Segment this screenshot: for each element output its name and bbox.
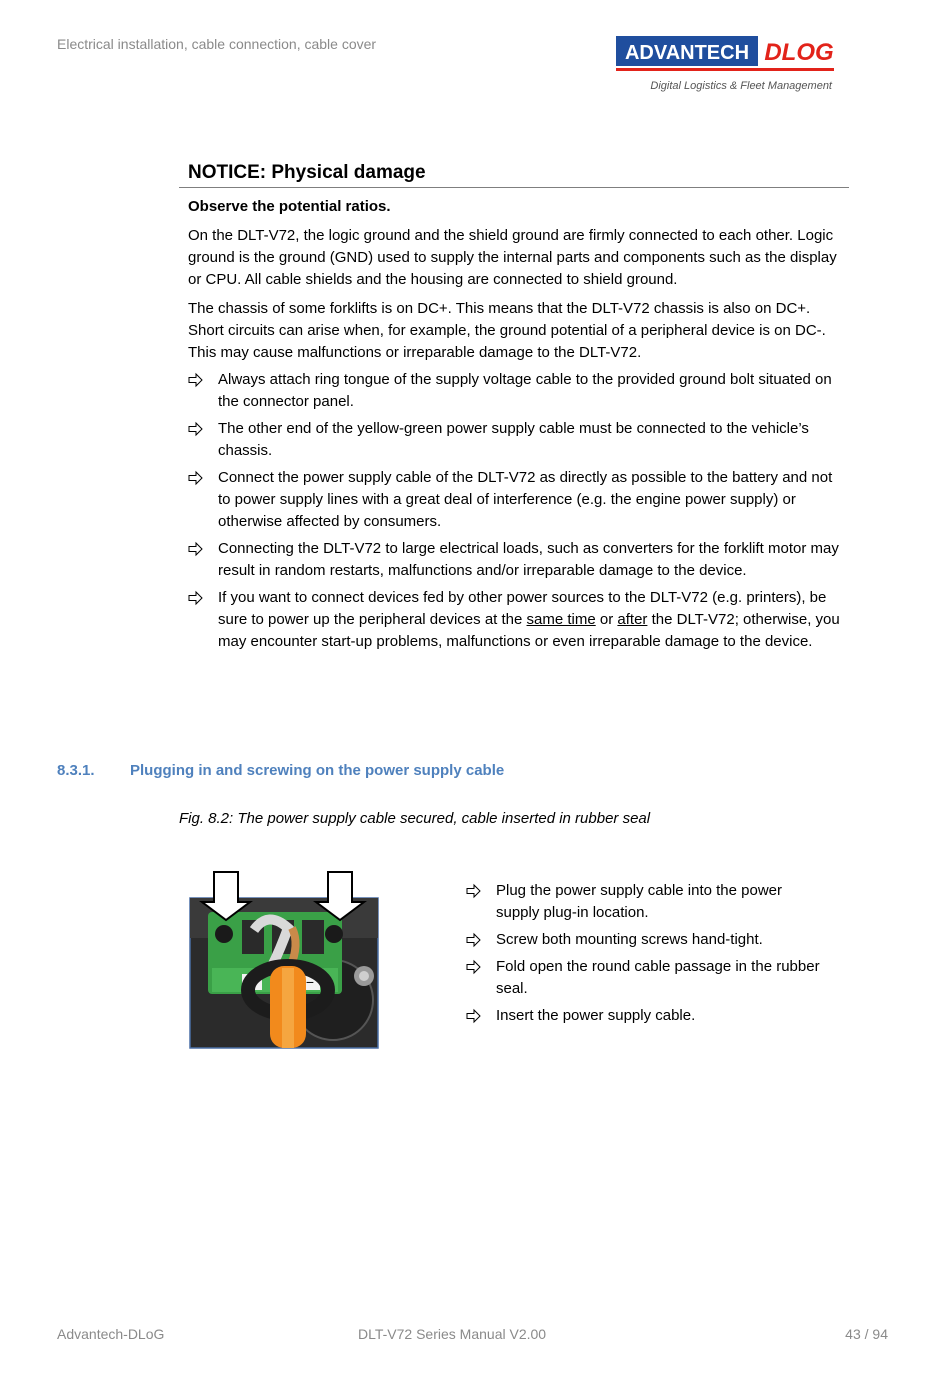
notice-heading: NOTICE: Physical damage — [179, 162, 849, 188]
notice-paragraph-1: On the DLT-V72, the logic ground and the shield ground are firmly connected to each other. Logic ground is the ground (GND) used to supply the internal parts and components such as the display or CPU. All cable shields and the housing are connected to shield ground. — [188, 227, 837, 288]
notice-subheading: Observe the potential ratios. — [188, 198, 391, 215]
list-item — [188, 369, 848, 413]
power-connector-photo — [188, 870, 380, 1050]
arrow-right-icon — [188, 369, 204, 391]
svg-text:ADVANTECH: ADVANTECH — [624, 42, 750, 64]
header-title: Electrical installation, cable connection, cable cover — [57, 36, 377, 52]
notice-bullet-list — [188, 369, 848, 658]
svg-text:DLOG: DLOG — [764, 39, 834, 66]
arrow-right-icon — [188, 587, 204, 609]
bullet-text: Connecting the DLT-V72 to large electrical loads, such as converters for the forklift motor may result in random restarts, malfunctions and/or irreparable damage to the device. — [218, 540, 839, 579]
terminal-minus-label: − — [305, 974, 315, 990]
arrow-right-icon — [466, 929, 482, 951]
step-text: Screw both mounting screws hand-tight. — [496, 931, 763, 948]
list-item — [466, 929, 826, 951]
list-item — [188, 467, 848, 533]
arrow-right-icon — [188, 538, 204, 560]
emphasis-after: after — [617, 611, 648, 628]
list-item — [188, 538, 848, 582]
arrow-right-icon — [466, 1005, 482, 1027]
list-item — [188, 587, 848, 653]
arrow-right-icon — [466, 956, 482, 978]
section-number: 8.3.1. — [57, 762, 95, 779]
bullet-text: Connect the power supply cable of the DLT-V72 as directly as possible to the battery and not to power supply lines with a great deal of interference (e.g. the engine power supply) or otherwise affected by consumers. — [218, 469, 833, 530]
list-item — [466, 956, 826, 1000]
advantech-dlog-logo — [614, 34, 836, 96]
step-text: Plug the power supply cable into the power supply plug-in location. — [496, 882, 783, 921]
list-item — [466, 880, 826, 924]
emphasis-same-time: same time — [526, 611, 596, 628]
section-title: Plugging in and screwing on the power supply cable — [130, 762, 505, 779]
step-text: Insert the power supply cable. — [496, 1007, 696, 1024]
footer-company: Advantech-DLoG — [57, 1326, 165, 1342]
arrow-right-icon — [466, 880, 482, 902]
notice-box — [179, 162, 849, 188]
bullet-text: The other end of the yellow-green power supply cable must be connected to the vehicle’s chassis. — [218, 420, 809, 459]
list-item — [188, 418, 848, 462]
footer-page-number: 43 / 94 — [845, 1326, 888, 1342]
bullet-text: If you want to connect devices fed by other power sources to the DLT-V72 (e.g. printers), be sure to power up the peripheral devices at the same time or after the DLT-V72; otherwise, you may encounter start-up problems, malfunctions or even irreparable damage to the device. — [218, 589, 840, 650]
svg-text:Digital Logistics & Fleet Mana: Digital Logistics & Fleet Management — [650, 80, 832, 92]
bullet-text: Always attach ring tongue of the supply voltage cable to the provided ground bolt situated on the connector panel. — [218, 371, 832, 410]
list-item — [466, 1005, 826, 1027]
step-text: Fold open the round cable passage in the rubber seal. — [496, 958, 820, 997]
notice-paragraph-2: The chassis of some forklifts is on DC+. This means that the DLT-V72 chassis is also on DC+. Short circuits can arise when, for example, the ground potential of a peripheral device is on DC-. This may cause malfunctions or irreparable damage to the DLT-V72. — [188, 300, 826, 361]
footer-manual-title: DLT-V72 Series Manual V2.00 — [358, 1326, 547, 1342]
arrow-right-icon — [188, 467, 204, 489]
installation-steps — [466, 880, 826, 1032]
arrow-right-icon — [188, 418, 204, 440]
figure-caption: Fig. 8.2: The power supply cable secured, cable inserted in rubber seal — [179, 810, 651, 827]
